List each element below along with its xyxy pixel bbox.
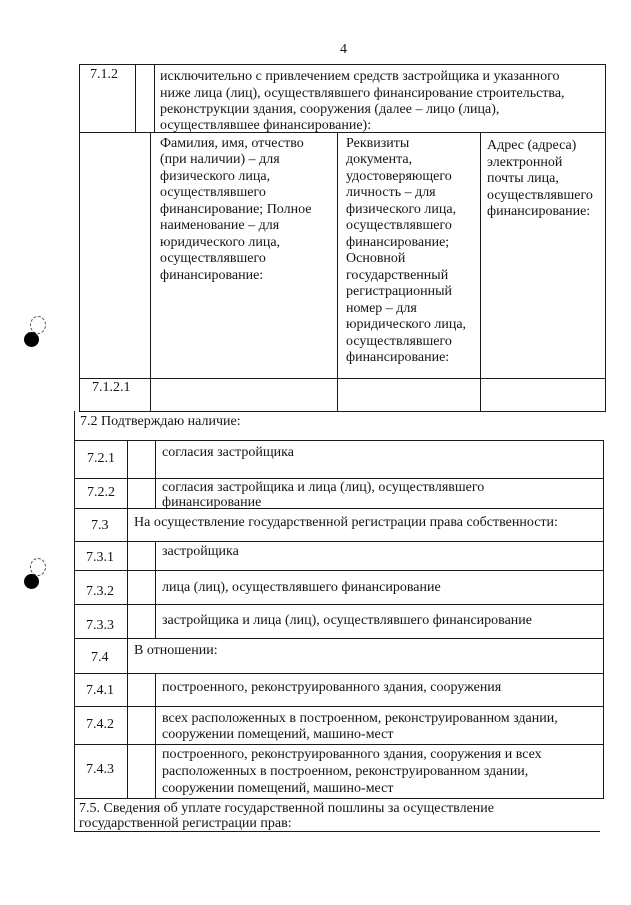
checkbox-option: построенного, реконструированного здания, сооружения и всех xyxy=(162,747,542,762)
checkbox-option: построенного, реконструированного здания, сооружения xyxy=(162,680,502,695)
checkbox-option: всех расположенных в построенном, реконструированном здании, xyxy=(162,711,558,726)
row-number: 7.4.3 xyxy=(86,762,114,777)
checkbox-option: финансирование xyxy=(162,495,262,510)
row-number: 7.2.1 xyxy=(87,451,115,466)
row-number: 7.1.2.1 xyxy=(92,380,131,395)
checkbox-option: согласия застройщика xyxy=(162,445,294,460)
checkbox-option: лица (лиц), осуществлявшего финансирование xyxy=(162,580,441,595)
row-number: 7.4 xyxy=(91,650,109,665)
section-title: 7.5. Сведения об уплате государственной пошлины за осуществление xyxy=(79,801,494,816)
row-number: 7.4.2 xyxy=(86,717,114,732)
row-number: 7.4.1 xyxy=(86,683,114,698)
checkbox-option: застройщика xyxy=(162,544,239,559)
section-title: На осуществление государственной регистрации права собственности: xyxy=(134,515,558,530)
checkbox-option: застройщика и лица (лиц), осуществлявшего финансирование xyxy=(162,613,532,628)
row-number: 7.2.2 xyxy=(87,485,115,500)
checkbox-option: сооружении помещений, машино-мест xyxy=(162,727,394,742)
row-number: 7.1.2 xyxy=(90,67,118,82)
checkbox-option: согласия застройщика и лица (лиц), осуществлявшего xyxy=(162,480,485,495)
section-title: 7.2 Подтверждаю наличие: xyxy=(80,414,241,429)
row-number: 7.3.2 xyxy=(86,584,114,599)
row-number: 7.3.3 xyxy=(86,618,114,633)
checkbox-option: сооружении помещений, машино-мест xyxy=(162,781,394,796)
section-title: государственной регистрации прав: xyxy=(79,816,292,831)
page-number: 4 xyxy=(340,42,347,57)
row-number: 7.3.1 xyxy=(86,550,114,565)
row-number: 7.3 xyxy=(91,518,109,533)
checkbox-option: расположенных в построенном, реконструированном здании, xyxy=(162,764,529,779)
section-title: В отношении: xyxy=(134,643,218,658)
